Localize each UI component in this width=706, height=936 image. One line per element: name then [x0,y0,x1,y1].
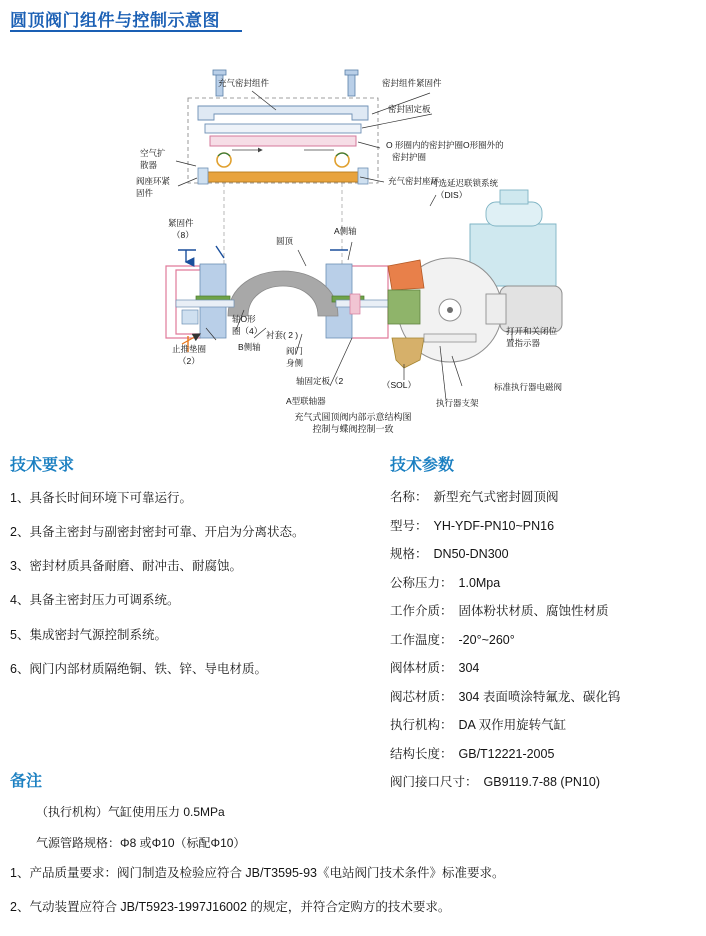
requirement-item: 5、集成密封气源控制系统。 [10,627,167,642]
label-valve-body: 阀门 [286,346,304,356]
remarks-title: 备注 [10,773,43,790]
parameter-row [390,546,700,564]
label-dis-option-2: （DIS） [436,190,468,200]
label-thrust-washer-2: （2） [178,356,200,366]
parameter-value: GB9119.7-88 (PN10) [483,775,601,789]
label-bushing: 衬套( 2 ) [266,330,299,340]
label-o-ring-note: O 形圈内的密封护圈O形圈外的 [386,140,504,150]
label-shaft-a: A侧轴 [334,226,357,236]
label-seal-assembly: 充气密封组件 [218,78,270,88]
parameter-key: 阀体材质： [390,661,453,675]
label-fasteners-8: 紧固件 [168,218,194,228]
label-actuator-bracket: 执行器支架 [436,398,479,408]
parameter-key: 型号： [390,518,428,533]
label-fasteners-8-2: （8） [172,230,194,240]
parameter-key: 结构长度： [390,746,453,761]
remark-item: 2、气动装置应符合 JB/T5923-1997J16002 的规定，并符合定购方的技术要求。 [10,899,451,914]
parameter-value: GB/T12221-2005 [458,746,555,761]
label-position-indicator: 打开和关闭位 [506,326,558,336]
parameter-key: 工作温度： [390,632,453,647]
parameter-row [390,689,700,707]
requirement-item: 1、具备长时间环境下可靠运行。 [10,491,192,505]
parameter-row [390,660,700,678]
label-position-indicator-2: 置指示器 [506,338,541,348]
parameter-row [390,489,700,507]
parameter-value: 1.0Mpa [458,575,501,590]
parameter-key: 执行机构： [390,718,453,732]
parameter-key: 阀芯材质： [390,689,453,704]
parameters-title: 技术参数 [390,457,455,474]
top-seal-assembly-group [188,70,378,184]
label-o-ring-note-2: 密封护圈 [392,152,427,162]
parameter-key: 公称压力： [390,575,453,590]
parameter-value: YH-YDF-PN10~PN16 [433,518,555,533]
parameter-value: DN50-DN300 [433,547,509,561]
parameter-row [390,518,700,536]
parameter-value: 304 表面喷涂特氟龙、碳化钨 [458,689,621,704]
label-coupling-a: A型联轴器 [286,396,326,406]
parameter-value: 新型充气式密封圆顶阀 [433,490,559,504]
parameter-key: 阀门接口尺寸： [390,775,478,789]
label-air-diffuser: 空气扩 [140,148,166,158]
parameters-section [390,452,700,803]
remark-sub-item: （执行机构）气缸使用压力 0.5MPa [36,805,225,819]
valve-assembly-diagram [0,38,706,434]
requirement-item: 4、具备主密封压力可调系统。 [10,593,180,608]
label-air-diffuser-2: 散器 [140,160,158,170]
label-valve-body-2: 身侧 [286,358,304,368]
parameter-value: -20°~260° [458,632,515,647]
parameter-row [390,717,700,735]
page-title: 圆顶阀门组件与控制示意图 [10,11,220,30]
label-sol: （SOL） [382,380,417,390]
diagram-caption-1: 充气式圆顶阀内部示意结构图 [294,412,412,422]
label-seat-fasteners-2: 固件 [136,188,154,198]
remarks-section [10,768,700,932]
label-solenoid: 标准执行器电磁阀 [494,382,563,392]
label-seal-fixing-plate: 密封固定板 [388,104,431,114]
remark-item: 1、产品质量要求：阀门制造及检验应符合 JB/T3595-93《电站阀门技术条件》标准要求。 [10,866,505,880]
label-shaft-o-ring-2: 圈（4） [232,326,263,336]
parameter-row [390,746,700,764]
parameter-key: 规格： [390,547,428,561]
label-inflatable-seat-ring: 充气密封座环 [388,176,440,186]
parameter-key: 名称： [390,490,428,504]
valve-body-section-group [166,183,562,368]
parameter-value: 固体粉状材质、腐蚀性材质 [458,604,609,618]
label-dome: 圆顶 [276,236,294,246]
parameter-row [390,632,700,650]
label-seat-fasteners: 阀座环紧 [136,176,171,186]
title-underline [10,30,242,32]
label-shaft-fix-plate: 轴固定板（2 [296,376,344,386]
parameter-row [390,603,700,621]
label-seal-fasteners: 密封组件紧固件 [382,78,442,88]
parameter-value: DA 双作用旋转气缸 [458,718,567,732]
requirement-item: 3、密封材质具备耐磨、耐冲击、耐腐蚀。 [10,559,242,574]
label-thrust-washer: 止推垫圈 [172,344,207,354]
parameter-value: 304 [458,661,480,675]
requirement-item: 2、具备主密封与副密封密封可靠、开启为分离状态。 [10,525,305,540]
label-dis-option: 可选延迟联锁系统 [430,178,499,188]
requirements-title: 技术要求 [10,457,75,474]
requirements-section [10,452,370,694]
requirement-item: 6、阀门内部材质隔绝铜、铁、锌、导电材质。 [10,661,267,676]
parameter-row [390,575,700,593]
parameter-key: 工作介质： [390,604,453,618]
label-shaft-o-ring: 轴O形 [232,314,256,324]
diagram-caption-2: 控制与蝶阀控制一致 [312,424,394,434]
remark-sub-item: 气源管路规格：Φ8 或Φ10（标配Φ10） [36,836,246,850]
label-shaft-b: B侧轴 [238,342,261,352]
